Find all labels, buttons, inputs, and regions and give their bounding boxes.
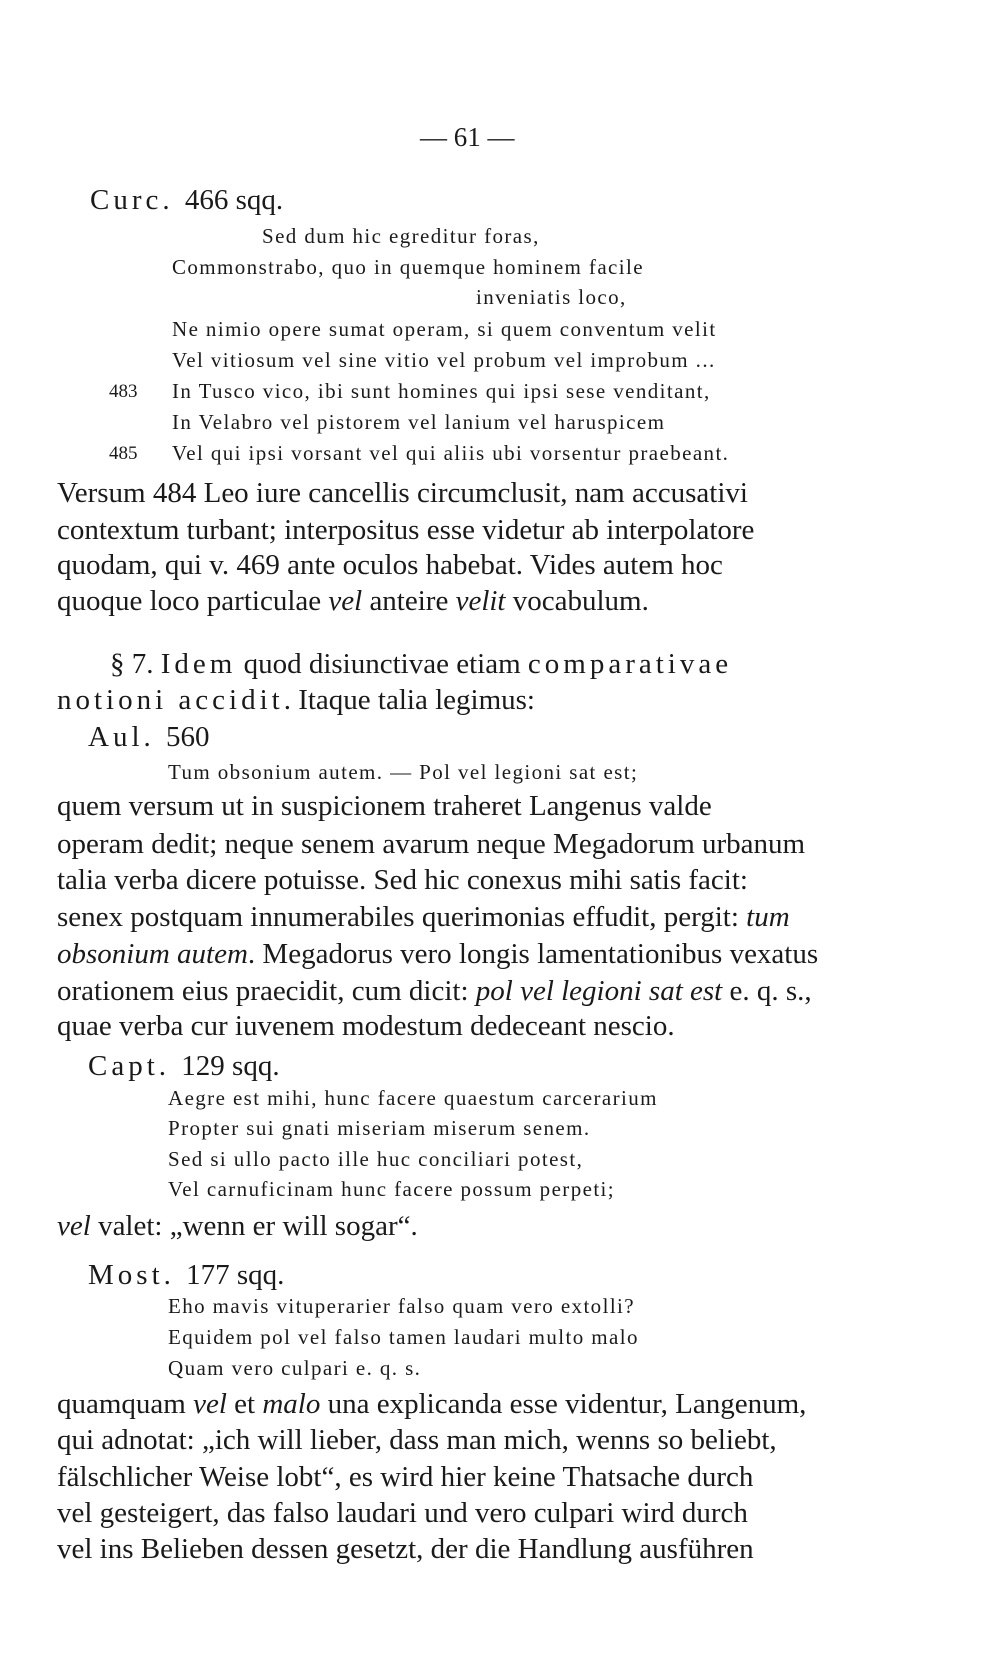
- text-run: quamquam: [57, 1388, 194, 1420]
- citation-work: Curc.: [90, 184, 185, 216]
- prose-line: contextum turbant; interpositus esse videtur ab interpolatore: [57, 514, 755, 546]
- section-heading-cont: [57, 686, 535, 715]
- prose-line: [57, 903, 790, 932]
- citation-lines: 466 sqq.: [184, 184, 284, 216]
- prose-line: vel ins Belieben dessen gesetzt, der die Handlung ausführen: [57, 1533, 754, 1565]
- text-run: . Megadorus vero longis lamentationibus vexatus: [247, 938, 819, 970]
- citation-work: Most.: [88, 1259, 187, 1291]
- italic-term: vel: [57, 1210, 91, 1242]
- text-run: quoque loco particulae: [57, 585, 329, 617]
- text-run: vocabulum.: [505, 585, 649, 617]
- italic-term: pol vel legioni sat est: [475, 975, 723, 1007]
- verse-line: Commonstrabo, quo in quemque hominem facile: [172, 255, 644, 279]
- verse-line: Eho mavis vituperarier falso quam vero extolli?: [168, 1294, 636, 1318]
- section-heading: [110, 650, 732, 679]
- text-run: orationem eius praecidit, cum dicit:: [57, 975, 476, 1007]
- prose-line: talia verba dicere potuisse. Sed hic conexus mihi satis facit:: [57, 864, 748, 896]
- verse-text: In Tusco vico, ibi sunt homines qui ipsi sese venditant,: [172, 379, 711, 403]
- verse-line: Quam vero culpari e. q. s.: [168, 1356, 422, 1380]
- text-run: et: [226, 1388, 263, 1420]
- prose-line: [57, 1390, 806, 1419]
- spaced-term: comparativae: [527, 648, 733, 680]
- prose-line: quodam, qui v. 469 ante oculos habebat. Vides autem hoc: [57, 549, 723, 581]
- verse-line: Aegre est mihi, hunc facere quaestum carcerarium: [168, 1086, 658, 1110]
- section-number: § 7.: [110, 648, 161, 680]
- italic-term: velit: [455, 585, 506, 617]
- italic-term: malo: [262, 1388, 321, 1420]
- prose-line: [57, 587, 649, 616]
- citation-lines: 560: [166, 721, 210, 753]
- citation-most: [88, 1261, 284, 1290]
- prose-line: vel gesteigert, das falso laudari und vero culpari wird durch: [57, 1497, 748, 1529]
- spaced-term: notioni accidit: [57, 684, 284, 716]
- text-run: valet: „wenn er will sogar“.: [90, 1210, 418, 1242]
- citation-lines: 129 sqq.: [181, 1050, 280, 1082]
- verse-line: [109, 441, 730, 465]
- citation-lines: 177 sqq.: [186, 1259, 285, 1291]
- prose-line: quae verba cur iuvenem modestum dedeceant nescio.: [57, 1010, 675, 1042]
- text-run: senex postquam innumerabiles querimonias effudit, pergit:: [57, 901, 747, 933]
- italic-term: tum: [746, 901, 790, 933]
- verse-line: Vel vitiosum vel sine vitio vel probum vel improbum ...: [172, 348, 716, 372]
- verse-line: Propter sui gnati miseriam miserum senem.: [168, 1116, 591, 1140]
- verse-text: Vel qui ipsi vorsant vel qui aliis ubi vorsentur praebeant.: [172, 441, 730, 465]
- italic-term: vel: [193, 1388, 227, 1420]
- prose-line: [57, 977, 812, 1006]
- italic-term: obsonium autem: [57, 938, 248, 970]
- spaced-term: Idem: [160, 648, 237, 680]
- citation-work: Capt.: [88, 1050, 182, 1082]
- citation-aul: [88, 723, 210, 752]
- citation-capt: [88, 1052, 280, 1081]
- verse-number: 483: [109, 381, 138, 402]
- prose-line: qui adnotat: „ich will lieber, dass man mich, wenns so beliebt,: [57, 1424, 777, 1456]
- text-run: anteire: [362, 585, 456, 617]
- text-run: quod disiunctivae etiam: [236, 648, 528, 680]
- citation-curc: [90, 186, 283, 215]
- verse-line: Sed dum hic egreditur foras,: [262, 224, 540, 248]
- page-number: — 61 —: [420, 122, 515, 152]
- verse-line: inveniatis loco,: [476, 285, 627, 309]
- italic-term: vel: [328, 585, 363, 617]
- verse-line: In Velabro vel pistorem vel lanium vel haruspicem: [172, 410, 666, 434]
- prose-line: [57, 1212, 418, 1241]
- verse-number: 485: [109, 443, 138, 464]
- verse-line: Ne nimio opere sumat operam, si quem conventum velit: [172, 317, 717, 341]
- text-run: una explicanda esse videntur, Langenum,: [320, 1388, 807, 1420]
- verse-line: Tum obsonium autem. — Pol vel legioni sat est;: [168, 760, 639, 784]
- prose-line: quem versum ut in suspicionem traheret Langenus valde: [57, 790, 712, 822]
- verse-line: [109, 379, 711, 403]
- prose-line: fälschlicher Weise lobt“, es wird hier keine Thatsache durch: [57, 1461, 754, 1493]
- text-run: . Itaque talia legimus:: [283, 684, 535, 716]
- prose-line: [57, 940, 818, 969]
- verse-line: Sed si ullo pacto ille huc conciliari potest,: [168, 1147, 584, 1171]
- prose-line: Versum 484 Leo iure cancellis circumclusit, nam accusativi: [57, 477, 748, 509]
- citation-work: Aul.: [88, 721, 166, 753]
- verse-line: Equidem pol vel falso tamen laudari multo malo: [168, 1325, 639, 1349]
- prose-line: operam dedit; neque senem avarum neque Megadorum urbanum: [57, 828, 806, 860]
- text-run: e. q. s.,: [722, 975, 812, 1007]
- verse-line: Vel carnuficinam hunc facere possum perpeti;: [168, 1177, 616, 1201]
